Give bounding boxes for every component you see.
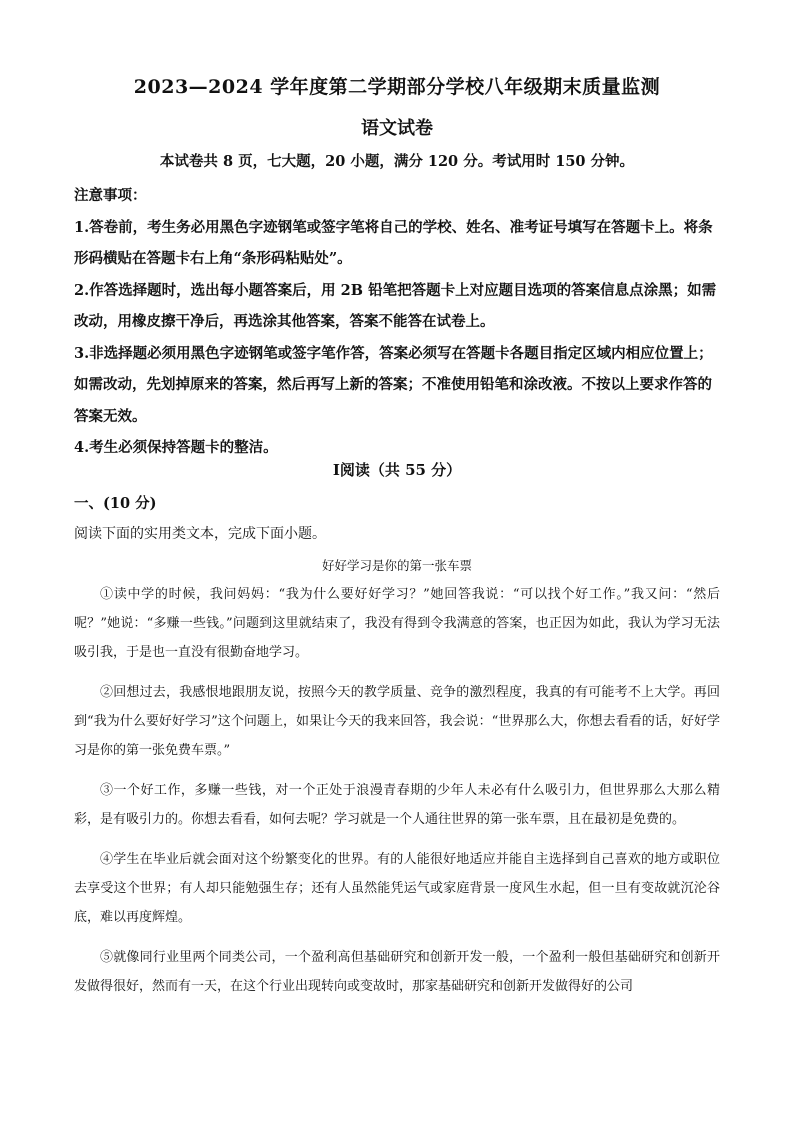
note-item-3: 3.非选择题必须用黑色字迹钢笔或签字笔作答，答案必须写在答题卡各题目指定区域内相应位置上；如需改动，先划掉原来的答案，然后再写上新的答案；不准使用铅笔和涂改液。不按以上要求作答的答案无效。 xyxy=(74,344,713,425)
notes-block xyxy=(74,180,724,464)
notes-heading: 注意事项： xyxy=(74,187,147,204)
note-item-1: 1.答卷前，考生务必用黑色字迹钢笔或签字笔将自己的学校、姓名、准考证号填写在答题卡上。将条形码横贴在答题卡右上角“条形码粘贴处”。 xyxy=(74,218,713,267)
article-paragraph: ①读中学的时候，我问妈妈：“我为什么要好好学习？”她回答我说：“可以找个好工作。”我又问：“然后呢？”她说：“多赚一些钱。”问题到这里就结束了，我没有得到令我满意的答案，也正因为如此，我认为学习无法吸引我，于是也一直没有很勤奋地学习。 xyxy=(74,587,720,660)
section-title: Ⅰ阅读（共 55 分） xyxy=(332,461,462,479)
exam-title: 2023—2024 学年度第二学期部分学校八年级期末质量监测 xyxy=(133,76,661,98)
article-title: 好好学习是你的第一张车票 xyxy=(321,558,472,573)
note-item-2: 2.作答选择题时，选出每小题答案后，用 2B 铅笔把答题卡上对应题目选项的答案信息点涂黑；如需改动，用橡皮擦干净后，再选涂其他答案，答案不能答在试卷上。 xyxy=(74,281,717,330)
article-paragraph: ②回想过去，我感恨地跟朋友说，按照今天的教学质量、竞争的激烈程度，我真的有可能考不上大学。再回到“我为什么要好好学习”这个问题上，如果让今天的我来回答，我会说：“世界那么大，你想去看看的话，好好学习是你的第一张免费车票。” xyxy=(74,685,720,758)
question-header: 一、(10 分) xyxy=(74,495,157,512)
article-paragraph: ③一个好工作，多赚一些钱，对一个正处于浪漫青春期的少年人未必有什么吸引力，但世界那么大那么精彩，是有吸引力的。你想去看看，如何去呢？学习就是一个人通往世界的第一张车票，且在最初是免费的。 xyxy=(74,783,720,827)
note-item-4: 4.考生必须保持答题卡的整洁。 xyxy=(74,439,278,456)
question-instruction: 阅读下面的实用类文本，完成下面小题。 xyxy=(74,526,326,542)
exam-subject: 语文试卷 xyxy=(361,118,433,139)
article-paragraph: ⑤就像同行业里两个同类公司，一个盈利高但基础研究和创新开发一般，一个盈利一般但基础研究和创新开发做得很好，然而有一天，在这个行业出现转向或变故时，那家基础研究和创新开发做得好的公司 xyxy=(74,950,720,994)
exam-summary: 本试卷共 8 页，七大题，20 小题，满分 120 分。考试用时 150 分钟。 xyxy=(159,153,635,170)
article-body xyxy=(74,580,720,1012)
article-paragraph: ④学生在毕业后就会面对这个纷繁变化的世界。有的人能很好地适应并能自主选择到自己喜欢的地方或职位去享受这个世界；有人却只能勉强生存；还有人虽然能凭运气或家庭背景一度风生水起，但一旦有变故就沉沦谷底，难以再度辉煌。 xyxy=(74,852,720,925)
